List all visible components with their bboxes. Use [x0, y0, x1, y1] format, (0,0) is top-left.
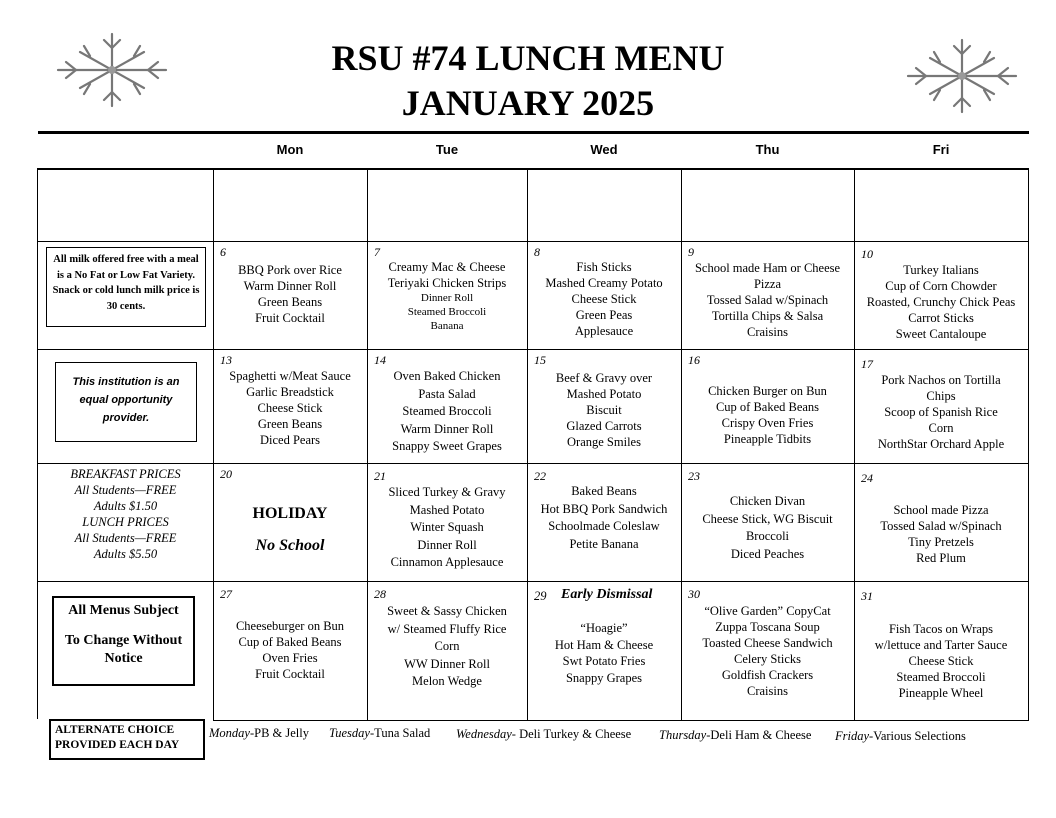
date-number: 24 [861, 471, 873, 485]
menu-item: Toasted Cheese Sandwich [702, 636, 833, 650]
menu-item: Pasta Salad [418, 386, 476, 401]
menu-item: School made Ham or Cheese [694, 261, 841, 275]
menu-item: Green Beans [257, 295, 323, 309]
day-cell [213, 350, 367, 463]
menu-item: w/ Steamed Fluffy Rice [387, 621, 507, 636]
menu-item: Diced Peaches [730, 546, 805, 561]
menu-item: Petite Banana [569, 536, 639, 551]
day-header-tue: Tue [435, 142, 459, 157]
menu-item: Green Peas [575, 308, 633, 322]
menu-item: Cup of Baked Beans [715, 400, 820, 414]
date-number: 7 [374, 245, 380, 259]
menu-item: Hot Ham & Cheese [554, 637, 654, 652]
day-cell [681, 242, 854, 349]
day-cell [213, 582, 367, 720]
menu-item: Swt Potato Fries [562, 654, 646, 668]
alternate-label-line1: ALTERNATE CHOICE [55, 724, 175, 736]
alt-item-fri: -Various Selections [869, 729, 966, 743]
date-number: 13 [220, 353, 232, 367]
menu-item: Snappy Grapes [565, 670, 643, 685]
menu-item: Corn [928, 421, 954, 435]
grid-line [1028, 168, 1029, 721]
menu-item: Pineapple Tidbits [723, 432, 812, 446]
grid-line [213, 720, 1028, 721]
menu-item: Scoop of Spanish Rice [884, 405, 998, 419]
snowflake-icon [52, 30, 172, 110]
snowflake-icon [902, 36, 1022, 116]
alt-day-fri: Friday [835, 729, 870, 743]
day-cell [367, 242, 527, 349]
header-rule [38, 131, 1029, 134]
menu-item: Steamed Broccoli [407, 306, 487, 318]
date-number: 14 [374, 353, 386, 367]
breakfast-adults-price: Adults $1.50 [93, 499, 158, 513]
alternate-choices [209, 726, 309, 741]
date-number: 8 [534, 245, 540, 259]
alt-day-mon: Monday [209, 726, 250, 740]
menu-item: Cheese Stick [571, 292, 637, 306]
prices-block [38, 466, 213, 562]
menu-item: Banana [430, 320, 464, 332]
menu-item: Zuppa Toscana Soup [715, 620, 820, 634]
date-number: 27 [220, 587, 232, 601]
menu-item: Fruit Cocktail [255, 311, 325, 325]
menu-item: Cheese Stick, WG Biscuit [702, 511, 833, 526]
breakfast-prices-heading: BREAKFAST PRICES [70, 467, 181, 481]
menu-item: Orange Smiles [567, 435, 641, 449]
menu-item: Broccoli [745, 529, 790, 543]
alt-item-tue: -Tuna Salad [369, 726, 431, 740]
menu-item: Teriyaki Chicken Strips [387, 276, 507, 290]
date-number: 28 [374, 587, 386, 601]
menu-item: Steamed Broccoli [402, 404, 492, 418]
menu-item: Mashed Potato [566, 387, 642, 401]
menu-item: Steamed Broccoli [896, 670, 986, 684]
menu-item: Craisins [747, 325, 788, 339]
menu-item: Tossed Salad w/Spinach [706, 293, 829, 307]
alt-day-tue: Tuesday [329, 726, 370, 740]
menu-item: Applesauce [574, 324, 634, 338]
menu-item: “Hoagie” [580, 621, 628, 635]
date-number: 16 [688, 353, 700, 367]
menu-item: “Olive Garden” CopyCat [704, 604, 831, 618]
menu-item: Oven Fries [262, 651, 318, 665]
date-number: 31 [861, 589, 873, 603]
day-cell [527, 350, 681, 463]
menu-item: Garlic Breadstick [246, 385, 334, 399]
day-header-wed: Wed [590, 142, 618, 157]
menu-item: Pork Nachos on Tortilla [881, 373, 1001, 387]
menu-item: Winter Squash [410, 520, 484, 534]
day-cell [367, 464, 527, 581]
menu-item: Sweet & Sassy Chicken [387, 604, 507, 618]
day-cell [367, 350, 527, 463]
menu-item: Dinner Roll [420, 292, 474, 304]
day-cell [854, 242, 1028, 349]
alternate-choices [456, 727, 631, 742]
menu-item: Red Plum [916, 551, 966, 565]
alternate-choice-box [49, 719, 205, 760]
menu-item: Chicken Burger on Bun [708, 384, 827, 398]
menu-item: Fish Sticks [576, 260, 632, 274]
menu-item: Cheeseburger on Bun [235, 619, 345, 633]
date-number: 10 [861, 247, 873, 261]
menu-item: Tiny Pretzels [908, 535, 974, 549]
menu-item: Goldfish Crackers [721, 668, 814, 682]
menu-item: Carrot Sticks [908, 311, 974, 325]
menu-item: Mashed Potato [409, 502, 485, 517]
menu-item: Chicken Divan [729, 494, 806, 508]
alt-day-wed: Wednesday [456, 727, 512, 741]
menu-item: Cinnamon Applesauce [390, 555, 504, 569]
day-header-thu: Thu [755, 142, 780, 157]
menu-item: Celery Sticks [733, 652, 801, 666]
menu-month: JANUARY 2025 [401, 83, 655, 123]
equal-opportunity-note [55, 362, 197, 442]
menu-item: Cheese Stick [908, 654, 974, 668]
menu-item: Warm Dinner Roll [243, 279, 337, 293]
day-header-mon: Mon [276, 142, 304, 157]
menu-item: Oven Baked Chicken [393, 369, 501, 383]
menu-item: Baked Beans [571, 484, 637, 498]
alt-item-thu: -Deli Ham & Cheese [706, 728, 812, 742]
menu-item: Turkey Italians [903, 263, 979, 277]
day-cell [527, 582, 681, 720]
menu-item: Corn [434, 639, 460, 653]
menu-item: Mashed Creamy Potato [545, 276, 663, 290]
grid-line [38, 168, 1029, 170]
menu-item: Sweet Cantaloupe [895, 327, 987, 341]
menu-item: Craisins [747, 684, 788, 698]
date-number: 20 [220, 467, 232, 481]
milk-note: All milk offered free with a meal is a No Fat or Low Fat Variety. Snack or cold lunch milk price is 30 cents. [46, 247, 206, 327]
lunch-students-price: All Students—FREE [74, 531, 177, 545]
day-cell [854, 582, 1028, 720]
menu-item: Warm Dinner Roll [400, 421, 494, 436]
menu-item: Glazed Carrots [566, 419, 642, 433]
alternate-choices [329, 726, 430, 741]
date-number: 22 [534, 469, 546, 483]
menu-item: Cup of Baked Beans [238, 635, 342, 649]
menu-item: Pineapple Wheel [898, 686, 984, 700]
menu-item: Biscuit [586, 403, 622, 417]
menu-item: Chips [926, 389, 956, 403]
menu-change-line2: To Change Without Notice [64, 633, 183, 666]
menu-item: Tortilla Chips & Salsa [711, 309, 824, 323]
menu-item: Melon Wedge [412, 674, 482, 688]
date-number: 15 [534, 353, 546, 367]
menu-change-note [52, 596, 195, 686]
menu-title: RSU #74 LUNCH MENU [331, 38, 725, 78]
menu-item: w/lettuce and Tarter Sauce [874, 638, 1008, 652]
date-number: 17 [861, 357, 873, 371]
date-number: 9 [688, 245, 694, 259]
alternate-choices [835, 729, 966, 744]
menu-item: Spaghetti w/Meat Sauce [229, 369, 351, 383]
date-number: 6 [220, 245, 226, 259]
breakfast-students-price: All Students—FREE [74, 483, 177, 497]
menu-item: NorthStar Orchard Apple [877, 437, 1005, 451]
alt-day-thu: Thursday [659, 728, 707, 742]
equal-opportunity-text: This institution is an equal opportunity provider. [72, 376, 180, 424]
menu-item: BBQ Pork over Rice [238, 263, 342, 277]
alt-item-wed: - Deli Turkey & Cheese [511, 727, 632, 741]
menu-item: School made Pizza [893, 503, 989, 517]
day-cell [213, 464, 367, 581]
menu-item: Roasted, Crunchy Chick Peas [866, 295, 1016, 309]
menu-item: Hot BBQ Pork Sandwich [540, 501, 668, 516]
day-cell [213, 242, 367, 349]
date-number: 29 [534, 589, 547, 603]
lunch-prices-heading: LUNCH PRICES [82, 515, 169, 529]
no-school-label: No School [255, 537, 325, 554]
menu-item: Creamy Mac & Cheese [388, 260, 506, 274]
menu-item: Dinner Roll [417, 537, 477, 552]
day-cell [681, 464, 854, 581]
day-header-fri: Fri [932, 142, 950, 157]
early-dismissal-label: Early Dismissal [561, 587, 653, 602]
alternate-choices [659, 728, 811, 743]
grid-line [37, 168, 38, 719]
menu-item: Schoolmade Coleslaw [548, 519, 660, 533]
day-cell [367, 582, 527, 720]
menu-item: Green Beans [257, 417, 323, 431]
date-number: 21 [374, 469, 386, 483]
alternate-label-line2: PROVIDED EACH DAY [55, 739, 180, 751]
day-cell [527, 464, 681, 581]
menu-change-line1: All Menus Subject [68, 603, 179, 618]
lunch-adults-price: Adults $5.50 [93, 547, 158, 561]
day-cell [681, 582, 854, 720]
menu-item: Cup of Corn Chowder [885, 279, 997, 293]
menu-item: Snappy Sweet Grapes [392, 439, 502, 453]
date-number: 23 [688, 469, 700, 483]
menu-item: Fruit Cocktail [255, 667, 325, 681]
alt-item-mon: -PB & Jelly [249, 726, 310, 740]
day-cell [681, 350, 854, 463]
menu-item: Cheese Stick [257, 401, 323, 415]
menu-item: Fish Tacos on Wraps [888, 622, 994, 636]
holiday-label: HOLIDAY [252, 505, 328, 522]
menu-item: Sliced Turkey & Gravy [388, 485, 506, 499]
day-cell [527, 242, 681, 349]
menu-item: Pizza [753, 277, 782, 291]
menu-item: Diced Pears [259, 433, 321, 447]
day-cell [854, 350, 1028, 463]
menu-item: Crispy Oven Fries [721, 416, 814, 430]
menu-item: Tossed Salad w/Spinach [880, 519, 1002, 533]
menu-item: Beef & Gravy over [555, 371, 653, 385]
menu-item: WW Dinner Roll [404, 656, 490, 671]
day-cell [854, 464, 1028, 581]
date-number: 30 [688, 587, 700, 601]
